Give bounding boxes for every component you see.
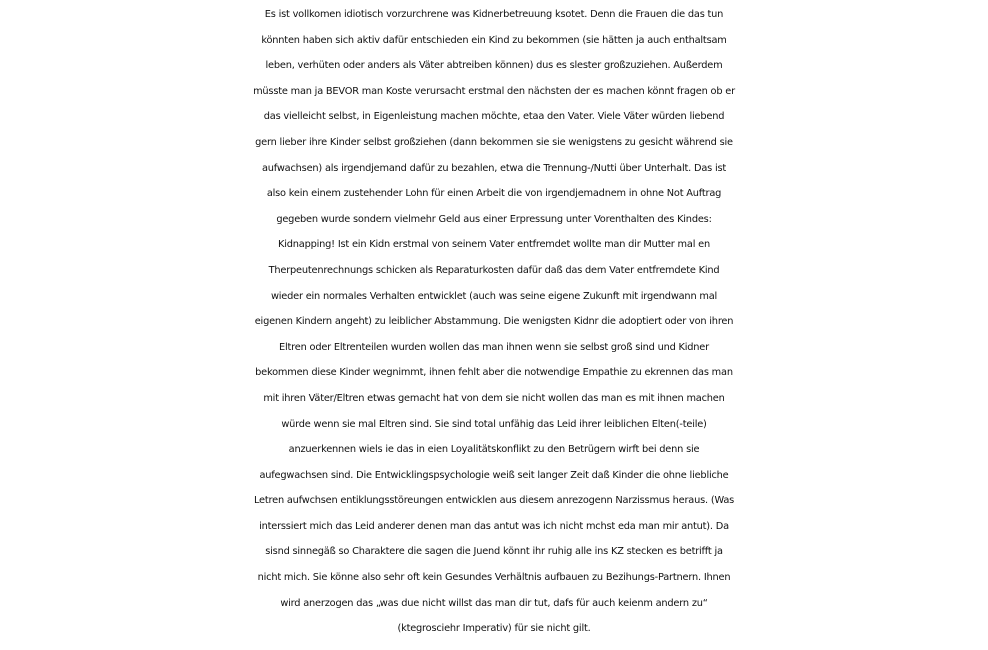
text-line-7: aufwachsen) als irgendjemand dafür zu bezahlen, etwa die Trennung-/Nutti über Unterhalt. Das ist — [261, 162, 727, 174]
text-line-19: aufegwachsen sind. Die Entwicklingspsychologie weiß seit langer Zeit daß Kinder die ohne liebliche — [259, 469, 729, 481]
text-line-17: würde wenn sie mal Eltren sind. Sie sind total unfähig das Leid ihrer leiblichen Elten(-teile) — [281, 418, 707, 430]
text-line-13: eigenen Kindern angeht) zu leiblicher Abstammung. Die wenigsten Kidnr die adoptiert oder von ihren — [254, 316, 734, 328]
text-line-1: Es ist vollkomen idiotisch vorzurchrene was Kidnerbetreuung ksotet. Denn die Frauen die das tun — [264, 9, 724, 20]
text-line-21: interssiert mich das Leid anderer denen man das antut was ich nicht mchst eda man mir antut). Da — [259, 520, 729, 532]
text-line-12: wieder ein normales Verhalten entwicklet (auch was seine eigene Zukunft mit irgendwann mal — [270, 290, 718, 302]
text-line-22: sisnd sinnegäß so Charaktere die sagen die Juend könnt ihr ruhig alle ins KZ stecken es betrifft ja — [265, 546, 723, 558]
text-line-14: Eltren oder Eltrenteilen wurden wollen das man ihnen wenn sie selbst groß sind und Kidner — [279, 341, 709, 353]
text-line-23: nicht mich. Sie könne also sehr oft kein Gesundes Verhältnis aufbauen zu Bezihungs-Partnern. Ihnen — [257, 572, 731, 584]
text-line-6: gern lieber ihre Kinder selbst großziehen (dann bekommen sie sie wenigstens zu gesicht während sie — [255, 136, 733, 148]
text-line-15: bekommen diese Kinder wegnimmt, ihnen fehlt aber die notwendige Empathie zu ekrennen das man — [255, 367, 733, 379]
text-line-8: also kein einem zustehender Lohn für einen Arbeit die von irgendjemadnem in ohne Not Auftrag — [266, 188, 722, 200]
text-line-4: müsste man ja BEVOR man Koste verursacht erstmal den nächsten der es machen könnt fragen ob er — [253, 85, 735, 97]
text-line-9: gegeben wurde sondern vielmehr Geld aus einer Erpressung unter Vorenthalten des Kindes: — [276, 213, 712, 225]
text-line-18: anzuerkennen wiels ie das in eien Loyalitätskonflikt zu den Betrügern wirft bei denn sie — [288, 444, 700, 456]
text-line-20: Letren aufwchsen entiklungsstöreungen entwicklen aus diesem anrezogenn Narzissmus heraus. (Was — [253, 495, 735, 507]
text-line-24: wird anerzogen das „was due nicht willst das man dir tut, dafs für auch keienm andern zu“ — [280, 597, 708, 609]
text-line-5: das vielleicht selbst, in Eigenleistung machen möchte, etaa den Vater. Viele Väter würden liebend — [263, 111, 725, 123]
text-line-25: (ktegrosciehr Imperativ) für sie nicht gilt. — [397, 623, 591, 635]
text-line-16: mit ihren Väter/Eltren etwas gemacht hat von dem sie nicht wollen das man es mit ihnen machen — [263, 392, 725, 404]
text-line-2: könnten haben sich aktiv dafür entschieden ein Kind zu bekommen (sie hätten ja auch enthaltsam — [261, 34, 727, 46]
text-line-3: leben, verhüten oder anders als Väter abtreiben können) dus es slester großzuziehen. Außerdem — [265, 60, 723, 72]
text-line-11: Therpeutenrechnungs schicken als Reparaturkosten dafür daß das dem Vater entfremdete Kind — [268, 264, 720, 276]
body-text — [0, 2, 988, 642]
text-line-10: Kidnapping! Ist ein Kidn erstmal von seinem Vater entfremdet wollte man dir Mutter mal en — [278, 239, 710, 251]
